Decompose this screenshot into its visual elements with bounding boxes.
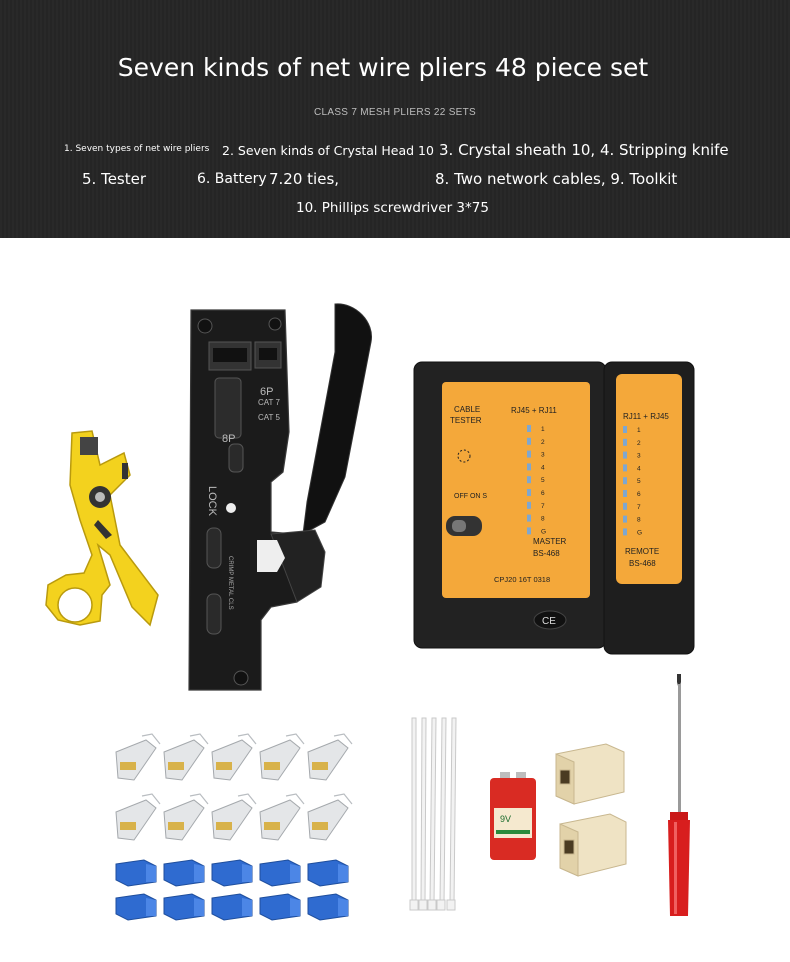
crystal-head — [164, 734, 208, 780]
network-couplers-image — [550, 740, 632, 885]
battery-voltage: 9V — [500, 814, 512, 824]
crimping-pliers-image — [185, 302, 380, 697]
tester-ports-label: RJ45 + RJ11 — [511, 406, 557, 415]
list-item-1: 1. Seven types of net wire pliers — [64, 144, 210, 154]
crimper-label-6p: 6P — [260, 386, 274, 398]
crystal-sheath — [116, 860, 156, 886]
tester-master-label: MASTER — [533, 537, 567, 546]
master-led-number: 4 — [541, 464, 545, 472]
crystal-sheath — [212, 894, 252, 920]
list-item-2: 2. Seven kinds of Crystal Head 10 — [222, 143, 434, 158]
master-led-number: 2 — [541, 438, 545, 446]
tester-switch-label: OFF ON S — [454, 493, 488, 500]
remote-led — [623, 490, 627, 497]
crystal-sheath — [260, 860, 300, 886]
remote-led — [623, 528, 627, 535]
master-led-number: 6 — [541, 490, 545, 497]
master-led — [527, 425, 531, 432]
master-led-number: G — [541, 528, 547, 536]
crystal-sheath — [308, 860, 348, 886]
list-item-7: 7.20 ties, — [269, 170, 340, 188]
master-led-number: 3 — [541, 451, 545, 459]
crimper-label-cat7: CAT 7 — [258, 398, 280, 407]
header-banner — [0, 0, 790, 238]
master-led — [527, 515, 531, 522]
remote-led-number: 5 — [637, 478, 641, 486]
crystal-sheath — [164, 894, 204, 920]
crystal-head — [260, 734, 304, 780]
tester-cable-label: CABLE — [454, 405, 481, 414]
crystal-sheath — [164, 860, 204, 886]
remote-led-number: 6 — [637, 491, 641, 498]
tester-model-label: BS-468 — [533, 549, 560, 558]
crystal-head — [116, 794, 160, 840]
remote-ports-label: RJ11 + RJ45 — [623, 412, 669, 421]
cable-ties-image — [404, 714, 470, 916]
remote-led-number: 7 — [637, 503, 641, 511]
crystal-sheaths-group — [114, 856, 359, 922]
master-led — [527, 502, 531, 509]
crystal-head — [308, 794, 352, 840]
page-subtitle: CLASS 7 MESH PLIERS 22 SETS — [313, 107, 477, 118]
crystal-head — [164, 794, 208, 840]
master-led — [527, 451, 531, 458]
crystal-head — [116, 734, 160, 780]
tester-serial-label: CPJ20 16T 0318 — [494, 575, 551, 584]
master-led — [527, 489, 531, 496]
remote-led — [623, 477, 627, 484]
ce-mark: CE — [542, 616, 556, 627]
master-led — [527, 476, 531, 483]
remote-led — [623, 516, 627, 523]
crimper-label-8p: 8P — [222, 433, 236, 445]
remote-led — [623, 452, 627, 459]
crystal-head — [308, 734, 352, 780]
list-item-5: 5. Tester — [82, 170, 147, 188]
list-item-3: 3. Crystal sheath 10, 4. Stripping knife — [439, 141, 729, 159]
cable-tester-image — [412, 360, 702, 660]
battery-image — [486, 770, 542, 862]
master-led-number: 8 — [541, 515, 545, 523]
master-led-number: 7 — [541, 502, 545, 510]
crystal-sheath — [116, 894, 156, 920]
crystal-sheath — [212, 860, 252, 886]
crimper-label-crimp: CRIMP METAL CLS — [227, 556, 233, 610]
remote-led — [623, 426, 627, 433]
remote-led-number: 3 — [637, 452, 641, 460]
remote-led-number: 8 — [637, 516, 641, 524]
list-item-6: 6. Battery — [197, 171, 267, 187]
remote-model-label: BS-468 — [629, 559, 656, 568]
remote-name-label: REMOTE — [625, 547, 660, 556]
crystal-head — [212, 794, 256, 840]
list-item-10: 10. Phillips screwdriver 3*75 — [296, 200, 489, 216]
page-title: Seven kinds of net wire pliers 48 piece set — [117, 53, 649, 82]
remote-led — [623, 464, 627, 471]
remote-led — [623, 439, 627, 446]
crystal-sheath — [308, 894, 348, 920]
master-led — [527, 438, 531, 445]
master-led-number: 1 — [541, 426, 545, 433]
tester-tester-label: TESTER — [450, 416, 482, 425]
crystal-head — [212, 734, 256, 780]
remote-led-number: 1 — [637, 427, 641, 434]
crystal-heads-group — [112, 728, 362, 843]
master-led-number: 5 — [541, 477, 545, 485]
power-switch[interactable] — [452, 520, 466, 532]
screwdriver-image — [660, 672, 700, 922]
remote-led-number: 2 — [637, 439, 641, 447]
list-item-8: 8. Two network cables, 9. Toolkit — [435, 170, 678, 188]
crystal-head — [260, 794, 304, 840]
remote-led-number: G — [637, 529, 643, 537]
crimper-label-cat5: CAT 5 — [258, 413, 280, 422]
remote-led — [623, 503, 627, 510]
crystal-sheath — [260, 894, 300, 920]
remote-led-number: 4 — [637, 465, 641, 473]
crimper-label-lock: LOCK — [206, 486, 218, 516]
stripping-knife-image — [40, 425, 165, 630]
master-led — [527, 463, 531, 470]
master-led — [527, 527, 531, 534]
